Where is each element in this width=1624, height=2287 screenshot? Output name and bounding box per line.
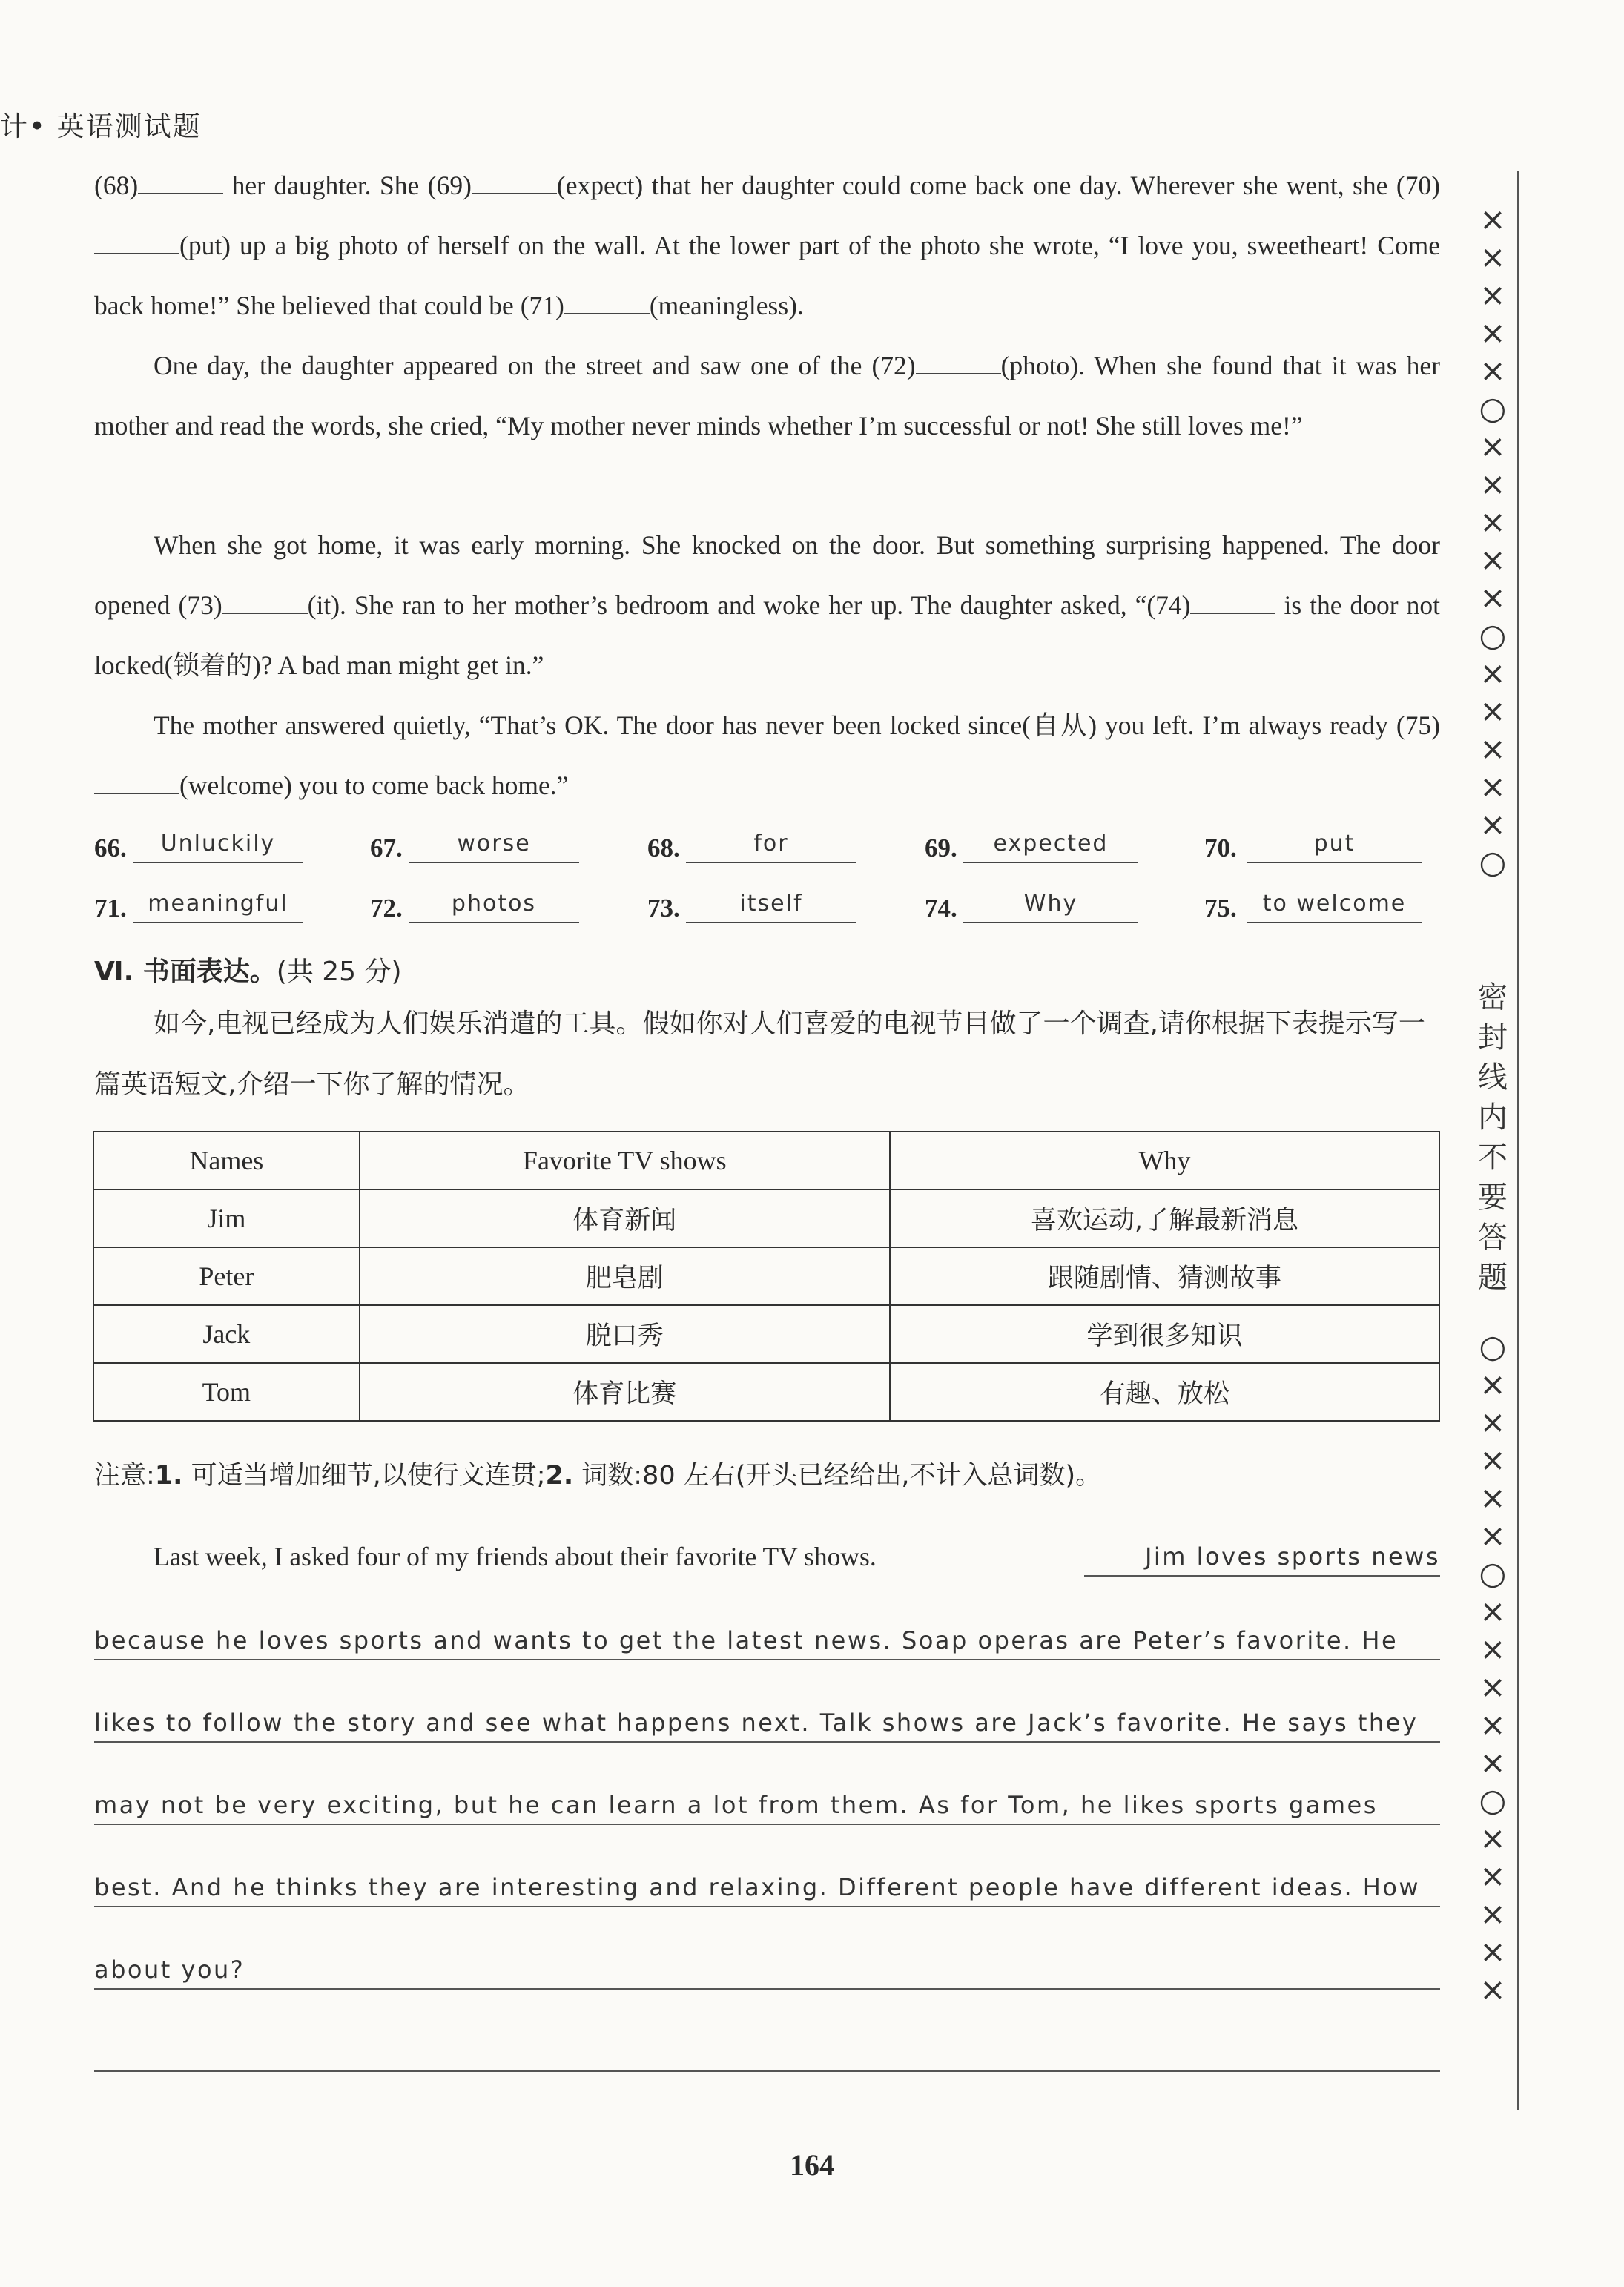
- section-score: (共 25 分): [276, 957, 402, 987]
- passage-paragraph-3: When she got home, it was early morning. She knocked on the door. But something surprising happened. The door opened (73) (it). She ran to her mother’s bedroom and woke her up. The daughter asked, “(74) is the door not locked(锁着的)? A bad man might get in.”: [94, 530, 1440, 680]
- answer-item: 72. photos: [370, 885, 593, 929]
- essay-line: [94, 1779, 1440, 1825]
- answer-text: put: [1247, 831, 1422, 863]
- answer-item: 73. itself: [647, 885, 870, 929]
- table-cell: 脱口秀: [360, 1305, 890, 1363]
- essay-line: [94, 1944, 1440, 1990]
- table-cell: Jack: [93, 1305, 360, 1363]
- blank-69: [472, 171, 557, 194]
- passage-paragraph-1: (68) her daughter. She (69) (expect) that her daughter could come back one day. Wherever she went, she (70)(put) up a big photo of herself on the wall. At the lower part of the photo she wrote, “I love you, sweetheart! Come back home!” She believed that could be (71) (meaningless).: [94, 171, 1440, 320]
- essay-line: [94, 2026, 1440, 2072]
- blank-73: [222, 590, 308, 614]
- answer-text: meaningful: [133, 891, 303, 923]
- section-title: Ⅵ. 书面表达。(共 25 分): [94, 957, 402, 987]
- seal-marks-top: ×××××○×××××○×××××○: [1479, 201, 1507, 880]
- header-fragment: 计: [0, 110, 29, 142]
- table-cell: Peter: [93, 1247, 360, 1305]
- table-header-cell: Why: [890, 1132, 1439, 1189]
- header-title: • 英语测试题: [29, 110, 202, 142]
- essay-opening-sentence: Last week, I asked four of my friends about their favorite TV shows.: [154, 1542, 877, 1571]
- table-cell: Jim: [93, 1189, 360, 1247]
- answer-row: [94, 825, 1440, 869]
- essay-line-first: [94, 1532, 1440, 1577]
- answer-item: 71. meaningful: [94, 885, 317, 929]
- essay-line: [94, 1861, 1440, 1907]
- essay-line: [94, 1697, 1440, 1743]
- blank-72: [916, 351, 1001, 374]
- blank-70: [94, 231, 179, 254]
- table-header-cell: Favorite TV shows: [360, 1132, 890, 1189]
- table-row: [93, 1363, 1439, 1421]
- essay-first-blank: [1084, 1531, 1440, 1577]
- answer-item: 66. Unluckily: [94, 825, 317, 869]
- table-cell: 体育比赛: [360, 1363, 890, 1421]
- answer-text: for: [686, 831, 856, 863]
- writing-note: 注意:1. 可适当增加细节,以使行文连贯;2. 词数:80 左右(开头已经给出,不计入总词数)。: [94, 1461, 1102, 1491]
- essay-handwriting: about you?: [94, 1956, 245, 1984]
- table-cell: 喜欢运动,了解最新消息: [890, 1189, 1439, 1247]
- answer-item: 67. worse: [370, 825, 593, 869]
- essay-handwriting: Jim loves sports news: [1144, 1542, 1440, 1571]
- table-cell: 学到很多知识: [890, 1305, 1439, 1363]
- page-number: 164: [790, 2148, 834, 2182]
- blank-68: [138, 171, 223, 194]
- blank-75: [94, 770, 179, 794]
- table-header-row: [93, 1132, 1439, 1189]
- answer-item: 74. Why: [925, 885, 1147, 929]
- table-cell: 跟随剧情、猜测故事: [890, 1247, 1439, 1305]
- seal-warning-text: 密封线内不要答题: [1478, 980, 1508, 1295]
- blank-74: [1190, 590, 1275, 614]
- page-header: [0, 104, 202, 144]
- table-row: [93, 1189, 1439, 1247]
- answer-item: 75. to welcome: [1204, 885, 1440, 929]
- passage-paragraph-4: The mother answered quietly, “That’s OK. The door has never been locked since(自从) you left. I’m always ready (75)(welcome) you to come back home.”: [94, 696, 1440, 816]
- essay-line: [94, 1614, 1440, 1660]
- answer-item: 70. put: [1204, 825, 1440, 869]
- answer-text: worse: [409, 831, 579, 863]
- blank-71: [564, 291, 650, 314]
- answer-item: 68. for: [647, 825, 870, 869]
- table-cell: 有趣、放松: [890, 1363, 1439, 1421]
- answer-text: expected: [963, 831, 1138, 863]
- table-row: [93, 1305, 1439, 1363]
- answer-text: to welcome: [1247, 891, 1422, 923]
- answer-text: photos: [409, 891, 579, 923]
- answer-row: [94, 885, 1440, 929]
- answer-text: Unluckily: [133, 831, 303, 863]
- essay-handwriting: best. And he thinks they are interesting and relaxing. Different people have different ideas. How: [94, 1873, 1421, 1901]
- table-cell: 肥皂剧: [360, 1247, 890, 1305]
- tv-survey-table: [93, 1131, 1440, 1422]
- table-cell: 体育新闻: [360, 1189, 890, 1247]
- answer-text: itself: [686, 891, 856, 923]
- answer-item: 69. expected: [925, 825, 1147, 869]
- seal-line: [1517, 171, 1519, 2110]
- seal-marks-bottom: ○×××××○×××××○×××××: [1479, 1328, 1507, 2007]
- table-header-cell: Names: [93, 1132, 360, 1189]
- writing-prompt: 如今,电视已经成为人们娱乐消遣的工具。假如你对人们喜爱的电视节目做了一个调查,请你根据下表提示写一篇英语短文,介绍一下你了解的情况。: [94, 1009, 1425, 1100]
- answer-text: Why: [963, 891, 1138, 923]
- essay-handwriting: because he loves sports and wants to get the latest news. Soap operas are Peter’s favorite. He: [94, 1626, 1399, 1654]
- table-row: [93, 1247, 1439, 1305]
- essay-handwriting: may not be very exciting, but he can learn a lot from them. As for Tom, he likes sports games: [94, 1791, 1378, 1819]
- passage-paragraph-2: One day, the daughter appeared on the street and saw one of the (72) (photo). When she found that it was her mother and read the words, she cried, “My mother never minds whether I’m successful or not! She still loves me!”: [94, 351, 1440, 440]
- table-cell: Tom: [93, 1363, 360, 1421]
- essay-handwriting: likes to follow the story and see what happens next. Talk shows are Jack’s favorite. He says they: [94, 1709, 1419, 1737]
